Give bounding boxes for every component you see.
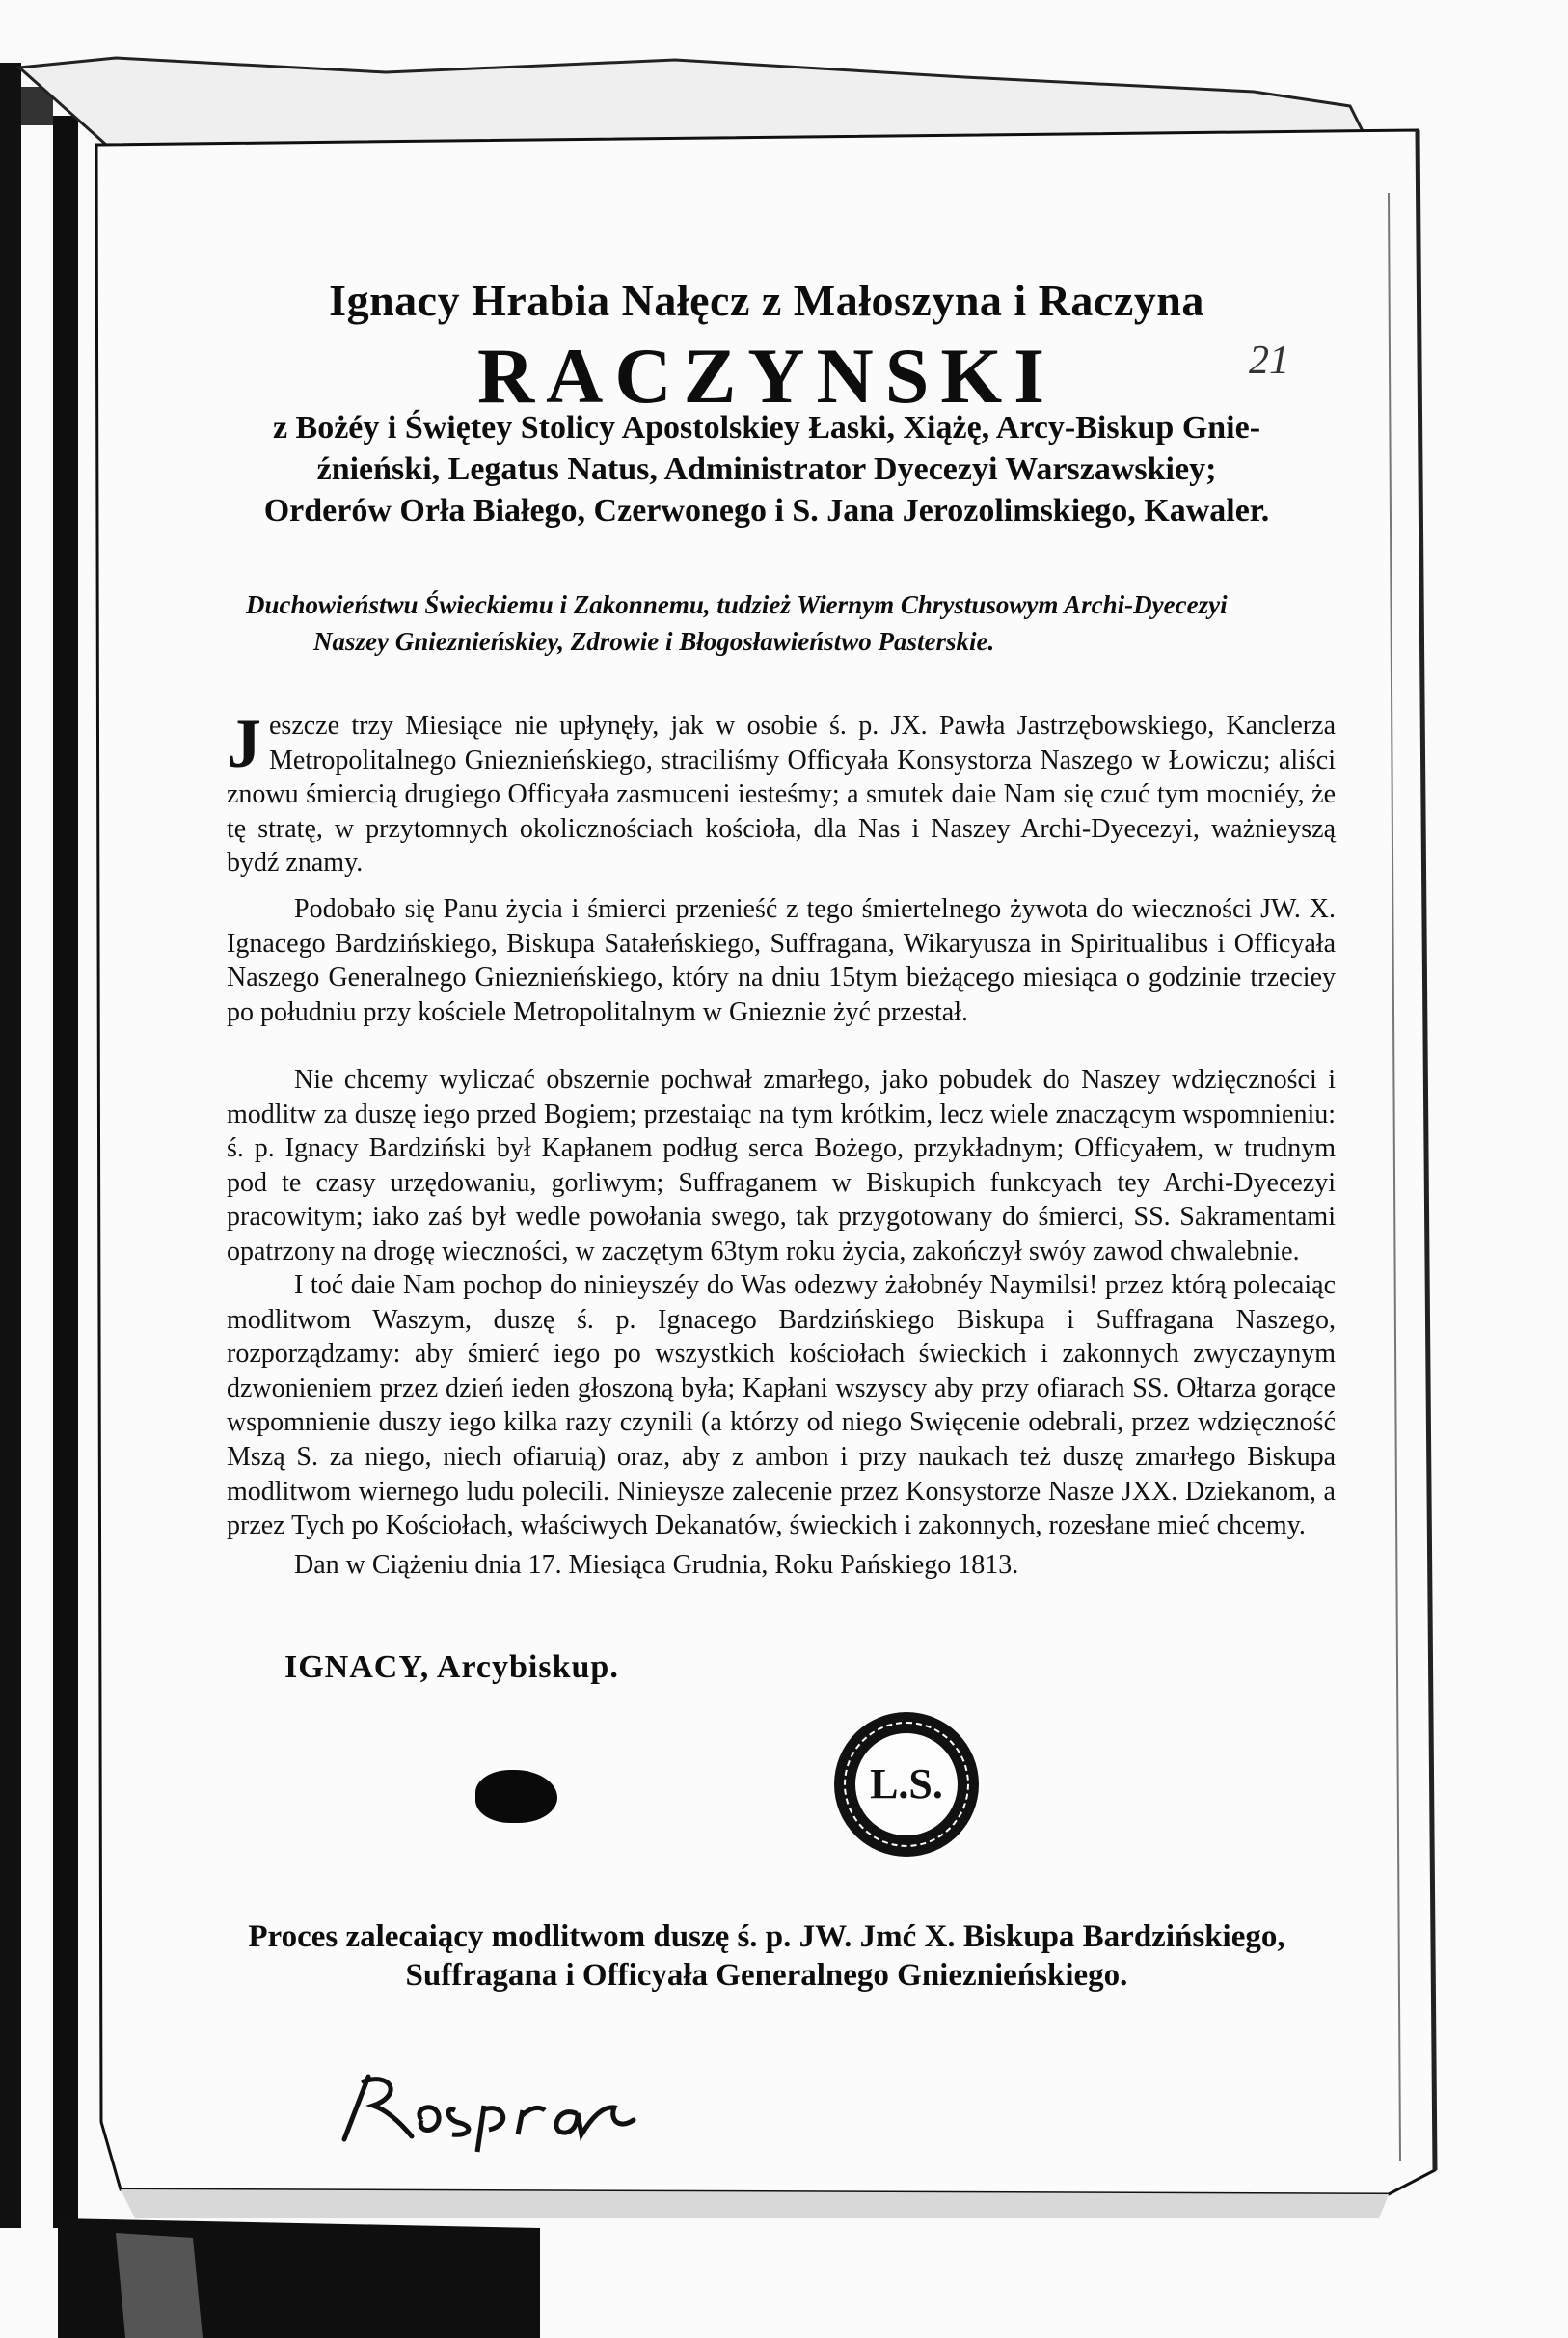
title-line-3: Orderów Orła Białego, Czerwonego i S. Jana Jerozolimskiego, Kawaler. bbox=[263, 493, 1270, 529]
title-line-2: źnieński, Legatus Natus, Administrator Dyecezyi Warszawskiey; bbox=[316, 451, 1217, 487]
paragraph-4: I toć daie Nam pochop do ninieyszéy do Was odezwy żałobnéy Naymilsi! przez którą polecaiąc modlitwom Waszym, duszę ś. p. Ignacego Bardzińskiego Biskupa i Suffragana Naszego, rozporządzamy: aby śmierć iego po wszystkich kościołach świeckich i zakonnych zwyczaynym dzwonieniem przez dzień ieden głoszoną była; Kapłani wszyscy aby przy ofiarach SS. Ołtarza gorące wspomnienie duszy iego kilka razy czynili (a którzy od niego Swięcenie odebrali, przez wdzięczność Mszą S. za niego, niech ofiaruią) oraz, aby z ambon i przy naukach też duszę zmarłego Biskupa modlitwom wiernego ludu polecili. Ninieysze zalecenie przez Konsystorze Nasze JXX. Dziekanom, a przez Tych po Kościołach, właściwych Dekanatów, świeckich i zakonnych, rozesłane mieć chcemy. bbox=[227, 1270, 1336, 1541]
seal-stamp bbox=[834, 1712, 979, 1857]
signature: IGNACY, Arcybiskup. bbox=[284, 1649, 619, 1685]
paragraph-text: eszcze trzy Miesiące nie upłynęły, jak w osobie ś. p. JX. Pawła Jastrzębowskiego, Kanclerza Metropolitalnego Gnieznieńskiego, straciliśmy Officyała Konsystorza Naszego w Łowiczu; aliści znowu śmiercią drugiego Officyała zasmuceni iesteśmy; a smutek daie Nam się czuć tym mocniéy, że tę stratę, w przytomnych okolicznościach kościoła, dla Nas i Naszey Archi-Dyecezyi, ważnieyszą bydź znamy. bbox=[227, 711, 1336, 879]
title-line-1: z Bożéy i Świętey Stolicy Apostolskiey Łaski, Xiążę, Arcy-Biskup Gnie- bbox=[272, 410, 1261, 446]
address-line-2: Naszey Gnieznieńskiey, Zdrowie i Błogosławieństwo Pasterskie. bbox=[313, 627, 995, 656]
seal-text: L.S. bbox=[855, 1733, 958, 1835]
ink-blot bbox=[475, 1770, 557, 1823]
margin-mark: 21 bbox=[1249, 339, 1289, 383]
date-line: Dan w Ciążeniu dnia 17. Miesiąca Grudnia, Roku Pańskiego 1813. bbox=[294, 1550, 1019, 1580]
paragraph-3: Nie chcemy wyliczać obszernie pochwał zmarłego, jako pobudek do Naszey wdzięczności i modlitw za duszę iego przed Bogiem; przestaiąc na tym krótkim, lecz wiele znaczącym wspomnieniu: ś. p. Ignacy Bardziński był Kapłanem podług serca Bożego, przykładnym; Officyałem, w trudnym pod te czasy urzędowaniu, gorliwym; Suffraganem w Biskupich funkcyach tey Archi-Dyecezyi pracowitym; iako zaś był wedle powołania swego, tak przygotowany do śmierci, SS. Sakramentami opatrzony na drogę wieczności, w zaczętym 63tym roku życia, zakończył swóy zawod chwalebnie. bbox=[227, 1065, 1336, 1266]
footer-line-1: Proces zalecaiący modlitwom duszę ś. p. JW. Jmć X. Biskupa Bardzińskiego, bbox=[248, 1919, 1285, 1954]
document-title: Ignacy Hrabia Nałęcz z Małoszyna i Raczyna bbox=[329, 276, 1204, 325]
footer-line-2: Suffragana i Officyała Generalnego Gnieznieńskiego. bbox=[405, 1958, 1128, 1993]
document-sheet bbox=[101, 145, 1432, 2170]
paragraph-2: Podobało się Panu życia i śmierci przenieść z tego śmiertelnego żywota do wieczności JW. X. Ignacego Bardzińskiego, Biskupa Satałeńskiego, Suffragana, Wikaryusza in Spiritualibus i Officyała Naszego Generalnego Gnieznieńskiego, który na dniu 15tym bieżącego miesiąca o godzinie trzeciey po południu przy kościele Metropolitalnym w Gnieznie żyć przestał. bbox=[227, 894, 1336, 1027]
paragraph-1 bbox=[227, 705, 1336, 881]
author-name: RACZYNSKI bbox=[476, 332, 1057, 420]
address-line-1: Duchowieństwu Świeckiemu i Zakonnemu, tudzież Wiernym Chrystusowym Archi-Dyecezyi bbox=[246, 590, 1228, 619]
handwritten-note bbox=[325, 2067, 672, 2154]
drop-cap: J bbox=[227, 705, 261, 782]
